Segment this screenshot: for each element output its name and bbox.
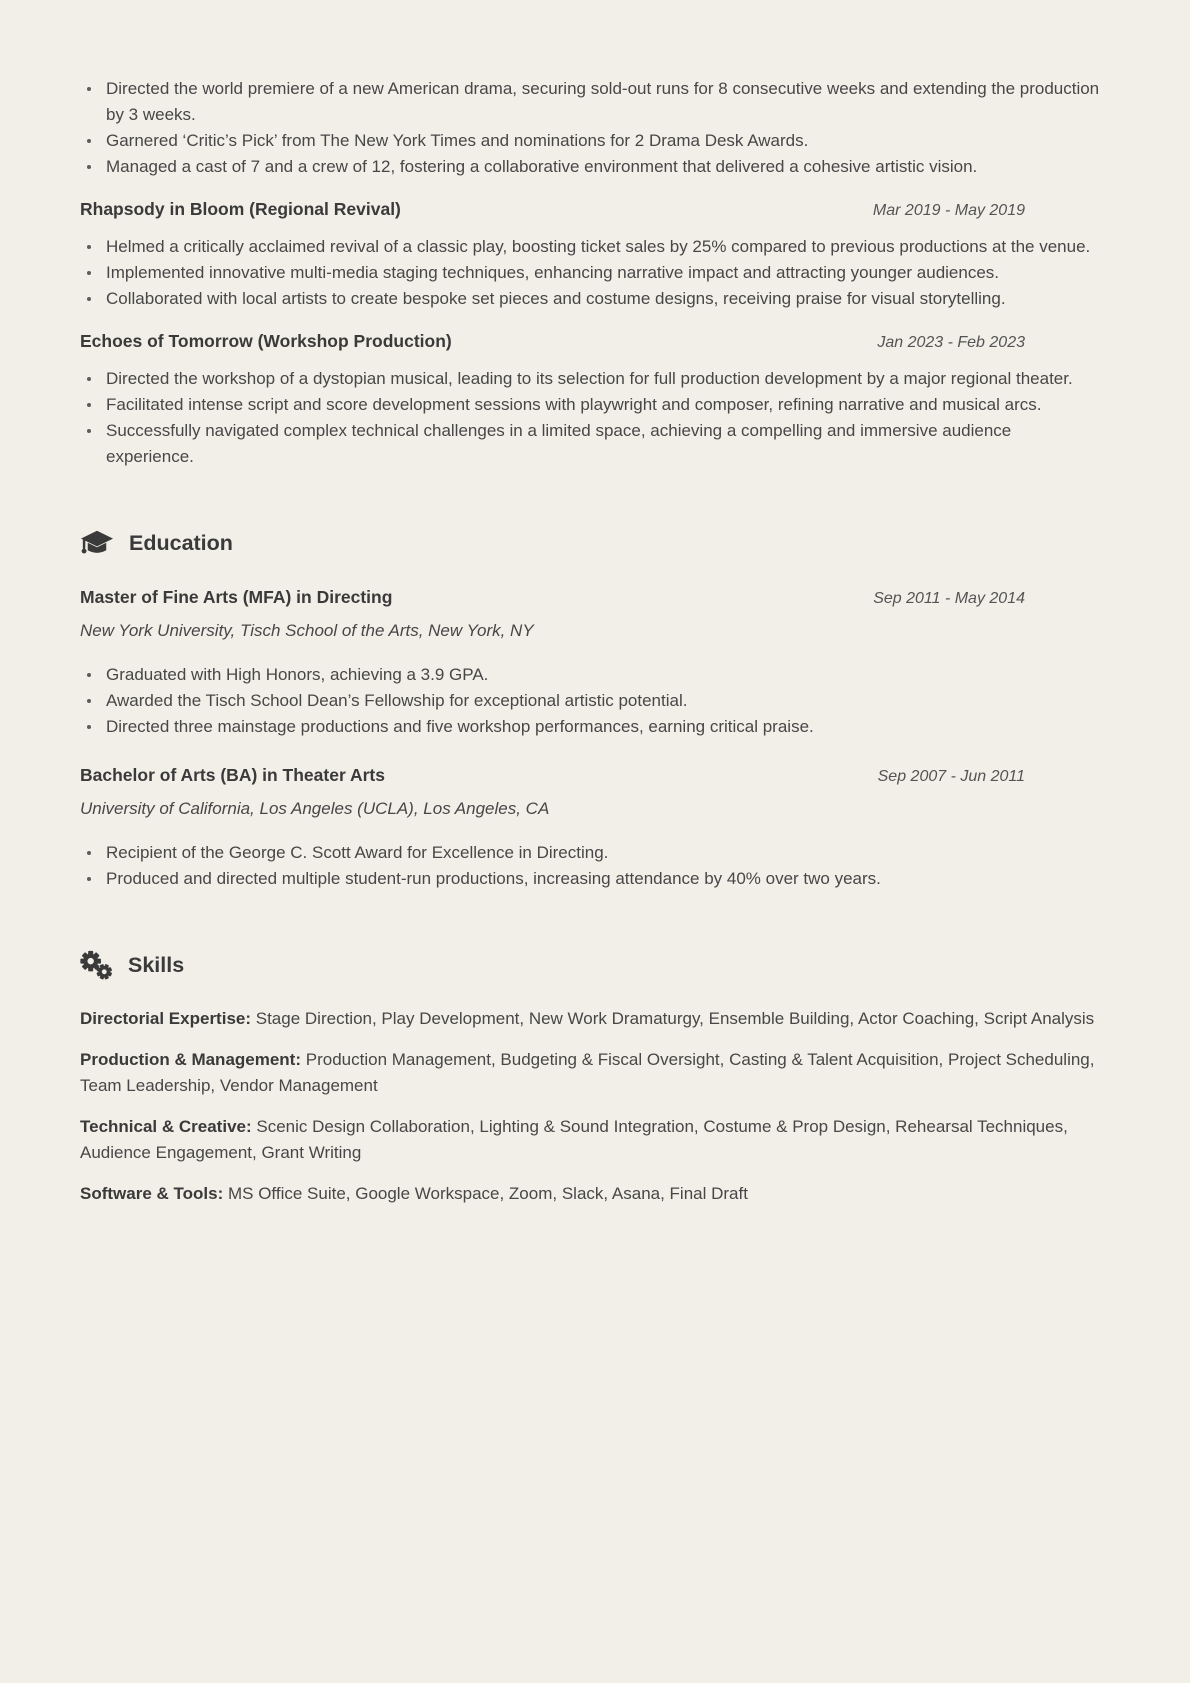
list-item	[80, 260, 1100, 286]
graduation-cap-icon	[80, 529, 114, 558]
bullet-text: Helmed a critically acclaimed revival of a classic play, boosting ticket sales by 25% compared to previous productions at the venue.	[106, 237, 1091, 256]
bullet-text: Collaborated with local artists to create bespoke set pieces and costume designs, receiving praise for visual storytelling.	[106, 289, 1006, 308]
skill-category-items: MS Office Suite, Google Workspace, Zoom, Slack, Asana, Final Draft	[227, 1184, 748, 1203]
list-item	[80, 366, 1100, 392]
section-title: Skills	[128, 953, 185, 977]
school-name: New York University, Tisch School of the Arts, New York, NY	[80, 621, 534, 640]
skill-category-label: Software & Tools:	[80, 1184, 224, 1203]
bullet-dot	[87, 297, 91, 301]
bullet-text: Directed the world premiere of a new American drama, securing sold-out runs for 8 consecutive weeks and extending the production by 3 weeks.	[106, 79, 1100, 124]
bullet-dot	[87, 139, 91, 143]
production-title: Rhapsody in Bloom (Regional Revival)	[80, 199, 401, 219]
list-item	[80, 128, 1100, 154]
bullet-dot	[87, 429, 91, 433]
skill-category-items: Scenic Design Collaboration, Lighting & Sound Integration, Costume & Prop Design, Rehearsal Techniques, Audience Engagement, Grant Writing	[80, 1117, 1068, 1162]
education-entry	[80, 762, 1100, 892]
bullet-dot	[87, 403, 91, 407]
gears-icon	[80, 950, 113, 980]
skill-category-label: Directorial Expertise:	[80, 1009, 252, 1028]
date-range: Mar 2019 - May 2019	[872, 202, 1025, 219]
list-item	[80, 688, 1100, 714]
list-item	[80, 662, 1100, 688]
school-name: University of California, Los Angeles (UCLA), Los Angeles, CA	[80, 799, 550, 818]
bullet-text: Produced and directed multiple student-run productions, increasing attendance by 40% over two years.	[106, 869, 881, 888]
production-entry-header	[80, 196, 1100, 224]
production-bullet-list	[80, 366, 1100, 470]
skill-category	[80, 1181, 1100, 1207]
bullet-dot	[87, 699, 91, 703]
skill-category	[80, 1047, 1100, 1099]
production-bullet-list	[80, 76, 1100, 180]
degree-title: Master of Fine Arts (MFA) in Directing	[80, 587, 393, 607]
list-item	[80, 714, 1100, 740]
bullet-text: Managed a cast of 7 and a crew of 12, fostering a collaborative environment that delivered a cohesive artistic vision.	[106, 157, 978, 176]
bullet-text: Directed three mainstage productions and five workshop performances, earning critical praise.	[106, 717, 814, 736]
degree-title: Bachelor of Arts (BA) in Theater Arts	[80, 765, 385, 785]
section-heading-education	[80, 528, 1100, 558]
bullet-text: Awarded the Tisch School Dean’s Fellowship for exceptional artistic potential.	[106, 691, 688, 710]
skill-category-items: Stage Direction, Play Development, New Work Dramaturgy, Ensemble Building, Actor Coaching, Script Analysis	[255, 1009, 1095, 1028]
bullet-dot	[87, 851, 91, 855]
skill-category-items: Production Management, Budgeting & Fiscal Oversight, Casting & Talent Acquisition, Project Scheduling, Team Leadership, Vendor Management	[80, 1050, 1095, 1095]
list-item	[80, 154, 1100, 180]
bullet-text: Implemented innovative multi-media staging techniques, enhancing narrative impact and attracting younger audiences.	[106, 263, 1000, 282]
bullet-dot	[87, 725, 91, 729]
date-range: Sep 2011 - May 2014	[873, 590, 1025, 607]
education-section	[80, 528, 1100, 892]
education-entry-header	[80, 762, 1100, 790]
bullet-text: Facilitated intense script and score development sessions with playwright and composer, refining narrative and musical arcs.	[106, 395, 1042, 414]
bullet-dot	[87, 165, 91, 169]
bullet-text: Garnered ‘Critic’s Pick’ from The New York Times and nominations for 2 Drama Desk Awards.	[106, 131, 809, 150]
list-item	[80, 392, 1100, 418]
bullet-dot	[87, 245, 91, 249]
list-item	[80, 234, 1100, 260]
skill-category-label: Technical & Creative:	[80, 1117, 252, 1136]
section-title: Education	[129, 531, 233, 555]
skill-category-label: Production & Management:	[80, 1050, 302, 1069]
education-bullet-list	[80, 840, 1100, 892]
bullet-dot	[87, 271, 91, 275]
skill-category	[80, 1006, 1100, 1032]
list-item	[80, 418, 1100, 470]
list-item	[80, 840, 1100, 866]
bullet-text: Recipient of the George C. Scott Award for Excellence in Directing.	[106, 843, 609, 862]
skills-section	[80, 950, 1100, 1207]
bullet-text: Graduated with High Honors, achieving a 3.9 GPA.	[106, 665, 489, 684]
list-item	[80, 866, 1100, 892]
date-range: Jan 2023 - Feb 2023	[877, 334, 1025, 351]
production-title: Echoes of Tomorrow (Workshop Production)	[80, 331, 452, 351]
bullet-dot	[87, 673, 91, 677]
bullet-dot	[87, 877, 91, 881]
skill-category	[80, 1114, 1100, 1166]
education-entry	[80, 584, 1100, 740]
bullet-text: Directed the workshop of a dystopian musical, leading to its selection for full production development by a major regional theater.	[106, 369, 1073, 388]
production-entry	[80, 328, 1100, 470]
section-heading-skills	[80, 950, 1100, 980]
bullet-dot	[87, 377, 91, 381]
education-entry-header	[80, 584, 1100, 612]
education-bullet-list	[80, 662, 1100, 740]
bullet-text: Successfully navigated complex technical challenges in a limited space, achieving a compelling and immersive audience experience.	[106, 421, 1012, 466]
list-item	[80, 76, 1100, 128]
date-range: Sep 2007 - Jun 2011	[877, 768, 1025, 785]
production-entry	[80, 196, 1100, 312]
production-entry-header	[80, 328, 1100, 356]
bullet-dot	[87, 87, 91, 91]
list-item	[80, 286, 1100, 312]
production-bullet-list	[80, 234, 1100, 312]
